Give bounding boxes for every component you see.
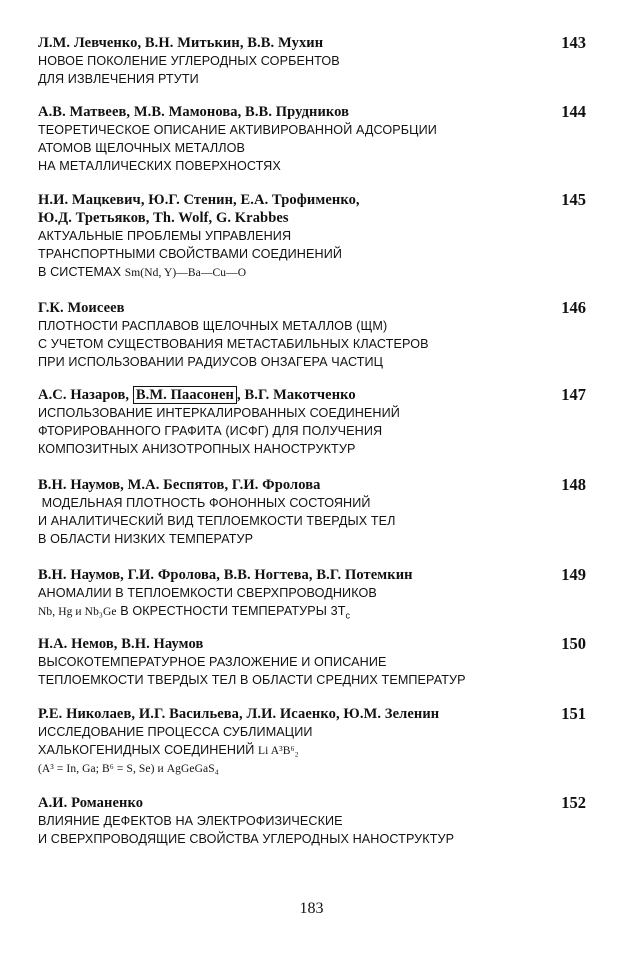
entry-title-line: (A³ = In, Ga; B⁶ = S, Se) и AgGeGaS₄ [38,763,219,775]
entry-title-line: МОДЕЛЬНАЯ ПЛОТНОСТЬ ФОНОННЫХ СОСТОЯНИЙ [38,496,371,510]
entry-page-number: 144 [561,102,586,121]
entry-title-line [38,263,590,282]
entry-page-number: 143 [561,33,586,52]
entry-title-line: ПРИ ИСПОЛЬЗОВАНИИ РАДИУСОВ ОНЗАГЕРА ЧАСТИЦ [38,355,384,369]
toc-entry [38,476,590,548]
entry-title-line: С УЧЕТОМ СУЩЕСТВОВАНИЯ МЕТАСТАБИЛЬНЫХ КЛАСТЕРОВ [38,337,429,351]
entry-authors: Ю.Д. Третьяков, Th. Wolf, G. Krabbes [38,210,289,226]
entry-authors: В.Н. Наумов, Г.И. Фролова, В.В. Ногтева, В.Г. Потемкин [38,567,413,583]
toc-entry [38,191,590,282]
entry-authors: Р.Е. Николаев, И.Г. Васильева, Л.И. Исаенко, Ю.М. Зеленин [38,706,440,722]
entry-title-line: И СВЕРХПРОВОДЯЩИЕ СВОЙСТВА УГЛЕРОДНЫХ НАНОСТРУКТУР [38,832,455,846]
entry-title-line: АНОМАЛИИ В ТЕПЛОЕМКОСТИ СВЕРХПРОВОДНИКОВ [38,586,377,600]
title-text: В ОКРЕСТНОСТИ ТЕМПЕРАТУРЫ 3T [116,604,346,618]
toc-entry [38,566,590,625]
entry-authors [38,386,590,404]
toc-entry [38,705,590,778]
entry-title-line: И АНАЛИТИЧЕСКИЙ ВИД ТЕПЛОЕМКОСТИ ТВЕРДЫХ ТЕЛ [38,514,396,528]
entry-title-line: ТЕПЛОЕМКОСТИ ТВЕРДЫХ ТЕЛ В ОБЛАСТИ СРЕДНИХ ТЕМПЕРАТУР [38,673,466,687]
entry-authors: А.В. Матвеев, М.В. Мамонова, В.В. Прудников [38,104,350,120]
entry-title-line: ВЛИЯНИЕ ДЕФЕКТОВ НА ЭЛЕКТРОФИЗИЧЕСКИЕ [38,814,343,828]
entry-page-number: 147 [561,385,586,404]
entry-page-number: 145 [561,190,586,209]
page-footer-number: 183 [299,900,324,917]
entry-title-line: ТЕОРЕТИЧЕСКОЕ ОПИСАНИЕ АКТИВИРОВАННОЙ АДСОРБЦИИ [38,123,437,137]
entry-title-line: ФТОРИРОВАННОГО ГРАФИТА (ИСФГ) ДЛЯ ПОЛУЧЕНИЯ [38,424,383,438]
entry-title-line: ВЫСОКОТЕМПЕРАТУРНОЕ РАЗЛОЖЕНИЕ И ОПИСАНИЕ [38,655,387,669]
title-text: В СИСТЕМАХ [38,265,125,279]
toc-entry [38,635,590,689]
entry-title-line: АТОМОВ ЩЕЛОЧНЫХ МЕТАЛЛОВ [38,141,246,155]
entry-title-line: ИССЛЕДОВАНИЕ ПРОЦЕССА СУБЛИМАЦИИ [38,725,313,739]
entry-page-number: 146 [561,298,586,317]
entry-title-line: ТРАНСПОРТНЫМИ СВОЙСТВАМИ СОЕДИНЕНИЙ [38,247,343,261]
author-text: , В.Г. Макотченко [237,387,356,403]
author-text: А.С. Назаров, [38,387,133,403]
highlighted-author: В.М. Паасонен [133,386,237,404]
toc-entry [38,386,590,458]
entry-title-line: В ОБЛАСТИ НИЗКИХ ТЕМПЕРАТУР [38,532,254,546]
entry-page-number: 149 [561,565,586,584]
toc-entry [38,34,590,88]
entry-page-number: 150 [561,634,586,653]
entry-title-line: ДЛЯ ИЗВЛЕЧЕНИЯ РТУТИ [38,72,199,86]
entry-title-line [38,741,590,760]
entry-authors: Н.А. Немов, В.Н. Наумов [38,636,204,652]
chemical-formula: Sm(Nd, Y)—Ba—Cu—O [124,267,247,279]
entry-authors: Г.К. Моисеев [38,300,125,316]
entry-authors: Н.И. Мацкевич, Ю.Г. Стенин, Е.А. Трофименко, [38,192,360,208]
toc-entry [38,103,590,175]
entry-title-line [38,602,590,625]
title-text: ХАЛЬКОГЕНИДНЫХ СОЕДИНЕНИЙ [38,743,259,757]
entry-page-number: 148 [561,475,586,494]
entry-title-line: НОВОЕ ПОКОЛЕНИЕ УГЛЕРОДНЫХ СОРБЕНТОВ [38,54,340,68]
entry-title-line: КОМПОЗИТНЫХ АНИЗОТРОПНЫХ НАНОСТРУКТУР [38,442,356,456]
entry-authors: В.Н. Наумов, М.А. Беспятов, Г.И. Фролова [38,477,321,493]
toc-entry [38,299,590,371]
toc-entry [38,794,590,848]
entry-authors: Л.М. Левченко, В.Н. Митькин, В.В. Мухин [38,35,324,51]
entry-page-number: 152 [561,793,586,812]
chemical-formula: Nb, Hg и Nb₃Ge [38,606,117,618]
entry-authors: А.И. Романенко [38,795,144,811]
entry-page-number: 151 [561,704,586,723]
entry-title-line: ИСПОЛЬЗОВАНИЕ ИНТЕРКАЛИРОВАННЫХ СОЕДИНЕНИЙ [38,406,400,420]
entry-title-line: ПЛОТНОСТИ РАСПЛАВОВ ЩЕЛОЧНЫХ МЕТАЛЛОВ (ЩМ) [38,319,388,333]
chemical-formula: Li A³B⁶₂ [258,745,299,757]
subscript-text: c [345,610,351,621]
entry-title-line: АКТУАЛЬНЫЕ ПРОБЛЕМЫ УПРАВЛЕНИЯ [38,229,292,243]
entry-title-line: НА МЕТАЛЛИЧЕСКИХ ПОВЕРХНОСТЯХ [38,159,281,173]
